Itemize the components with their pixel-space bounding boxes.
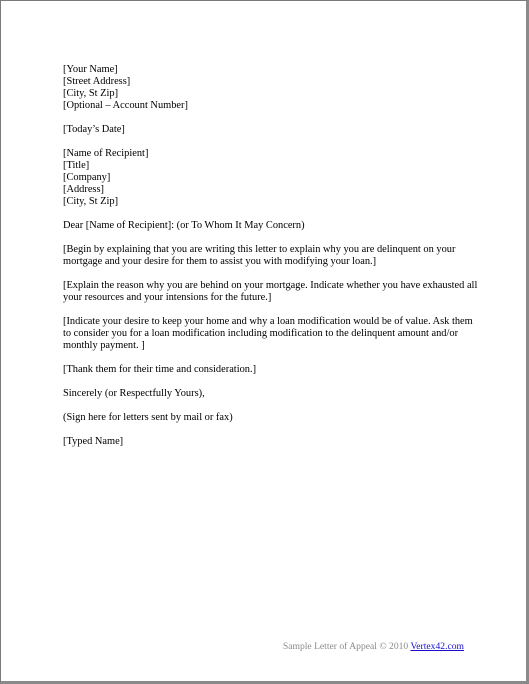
closing: Sincerely (or Respectfully Yours),	[63, 388, 205, 399]
sender-block	[63, 64, 483, 112]
sender-street: [Street Address]	[63, 76, 131, 87]
salutation: Dear [Name of Recipient]: (or To Whom It May Concern)	[63, 220, 305, 231]
letter-date: [Today’s Date]	[63, 124, 125, 135]
page-footer	[283, 641, 464, 652]
recipient-address: [Address]	[63, 184, 104, 195]
sender-name: [Your Name]	[63, 64, 118, 75]
body-paragraph-4-text: [Thank them for their time and consideration.]	[63, 364, 257, 375]
recipient-name: [Name of Recipient]	[63, 148, 149, 159]
recipient-city: [City, St Zip]	[63, 196, 119, 207]
body-paragraph-1	[63, 244, 483, 268]
sender-account: [Optional – Account Number]	[63, 100, 188, 111]
date-block	[63, 124, 483, 136]
signature-block	[63, 412, 483, 424]
body-paragraph-2-text: [Explain the reason why you are behind on your mortgage. Indicate whether you have exhausted all your resources and your intensions for the future.]	[63, 280, 478, 303]
typed-name-block	[63, 436, 483, 448]
body-paragraph-1-text: [Begin by explaining that you are writing this letter to explain why you are delinquent on your mortgage and your desire for them to assist you with modifying your loan.]	[63, 244, 456, 267]
body-paragraph-3-text: [Indicate your desire to keep your home and why a loan modification would be of value. Ask them to consider you for a loan modification including modification to the delinquent amount and/or monthly payment. ]	[63, 316, 473, 351]
recipient-block	[63, 148, 483, 208]
footer-text: Sample Letter of Appeal © 2010	[282, 641, 411, 652]
typed-name: [Typed Name]	[63, 436, 124, 447]
sender-city: [City, St Zip]	[63, 88, 119, 99]
recipient-title: [Title]	[63, 160, 90, 171]
footer-link[interactable]: Vertex42.com	[410, 641, 464, 652]
closing-block	[63, 388, 483, 400]
body-paragraph-2	[63, 280, 483, 304]
letter-body	[63, 64, 483, 460]
body-paragraph-4	[63, 364, 483, 376]
signature-note: (Sign here for letters sent by mail or fax)	[63, 412, 233, 423]
body-paragraph-3	[63, 316, 483, 352]
salutation-block	[63, 220, 483, 232]
recipient-company: [Company]	[63, 172, 111, 183]
